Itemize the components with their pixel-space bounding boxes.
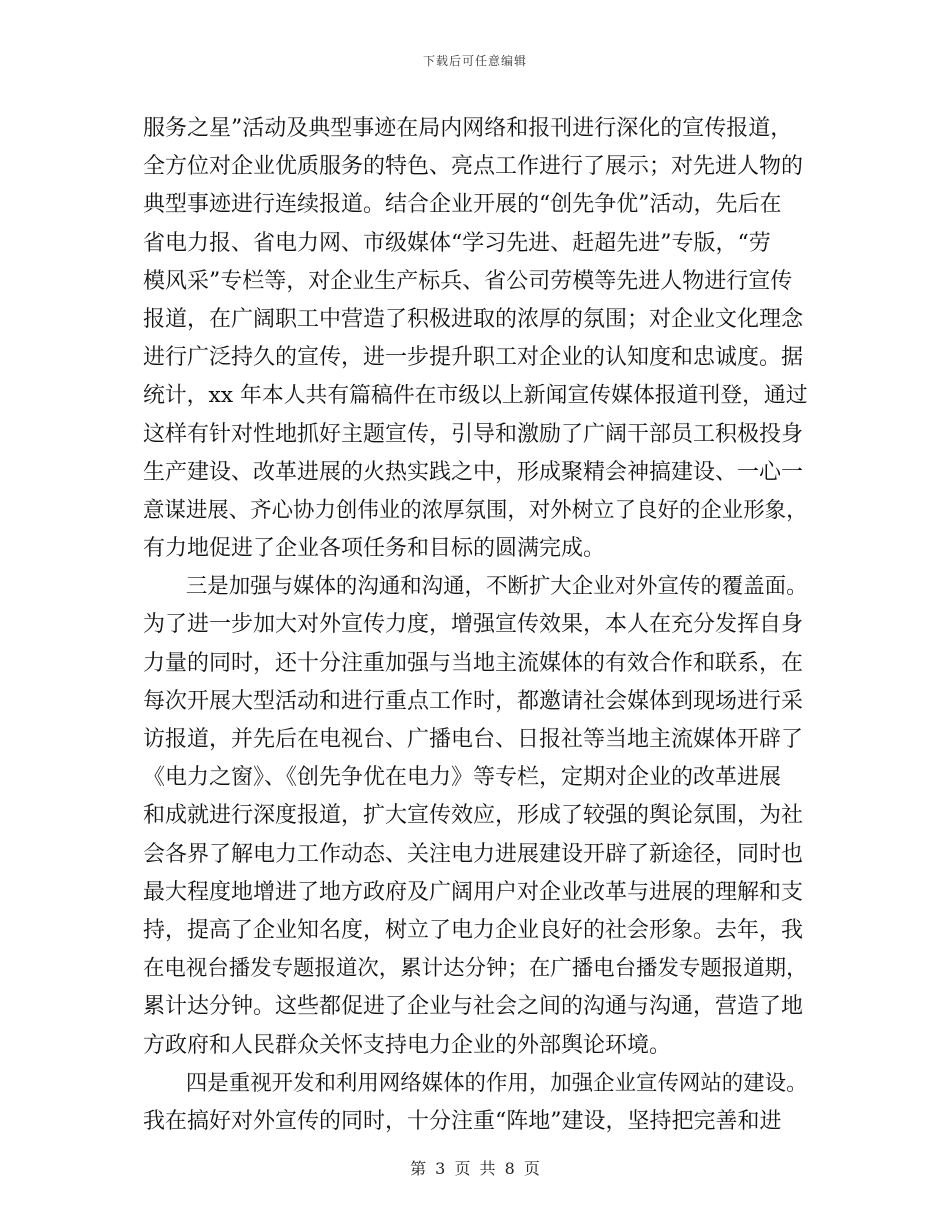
text-line: 在电视台播发专题报道次，累计达分钟；在广播电台播发专题报道期，: [143, 956, 808, 982]
text-line: 《电力之窗》、《创先争优在电力》等专栏，定期对企业的改革进展: [143, 765, 782, 791]
text-line: 最大程度地增进了地方政府及广阔用户对企业改革与进展的理解和支: [143, 879, 804, 905]
text-line: 累计达分钟。这些都促进了企业与社会之间的沟通与沟通，营造了地: [143, 994, 804, 1020]
text-line: 报道，在广阔职工中营造了积极进取的浓厚的氛围；对企业文化理念: [143, 306, 804, 332]
text-line: 方政府和人民群众关怀支持电力企业的外部舆论环境。: [143, 1032, 672, 1058]
text-line: 每次开展大型活动和进行重点工作时，都邀请社会媒体到现场进行采: [143, 688, 804, 714]
paragraph-start-line: 三是加强与媒体的沟通和沟通，不断扩大企业对外宣传的覆盖面。: [143, 574, 808, 600]
text-line: 有力地促进了企业各项任务和目标的圆满完成。: [143, 536, 606, 562]
text-line: 访报道，并先后在电视台、广播电台、日报社等当地主流媒体开辟了: [143, 727, 804, 752]
text-line: 我在搞好对外宣传的同时，十分注重“阵地”建设，坚持把完善和进: [143, 1108, 782, 1134]
text-line: 进行广泛持久的宣传，进一步提升职工对企业的认知度和忠诚度。据: [143, 345, 804, 371]
text-line: 典型事迹进行连续报道。结合企业开展的“创先争优”活动，先后在: [143, 192, 782, 218]
text-line: 这样有针对性地抓好主题宣传，引导和激励了广阔干部员工积极投身: [143, 421, 804, 447]
document-body: [143, 110, 808, 1141]
text-line: 服务之星”活动及典型事迹在局内网络和报刊进行深化的宣传报道，: [143, 116, 793, 141]
page-number: 第 3 页 共 8 页: [410, 1159, 540, 1178]
text-line: 力量的同时，还十分注重加强与当地主流媒体的有效合作和联系，在: [143, 650, 804, 676]
text-line: 省电力报、省电力网、市级媒体“学习先进、赶超先进”专版，“劳: [143, 230, 771, 256]
paragraph-start-line: 四是重视开发和利用网络媒体的作用，加强企业宣传网站的建设。: [143, 1070, 808, 1096]
text-line: 生产建设、改革进展的火热实践之中，形成聚精会神搞建设、一心一: [143, 459, 804, 485]
page-header: 下载后可任意编辑: [422, 54, 527, 68]
text-line: 持，提高了企业知名度，树立了电力企业良好的社会形象。去年，我: [143, 917, 804, 943]
text-line: 统计，xx 年本人共有篇稿件在市级以上新闻宣传媒体报道刊登，通过: [143, 383, 808, 409]
text-line: 会各界了解电力工作动态、关注电力进展建设开辟了新途径，同时也: [143, 841, 804, 867]
text-line: 模风采”专栏等，对企业生产标兵、省公司劳模等先进人物进行宣传: [143, 268, 793, 294]
text-line: 全方位对企业优质服务的特色、亮点工作进行了展示；对先进人物的: [143, 154, 804, 180]
text-line: 意谋进展、齐心协力创伟业的浓厚氛围，对外树立了良好的企业形象，: [143, 497, 808, 523]
text-line: 为了进一步加大对外宣传力度，增强宣传效果，本人在充分发挥自身: [143, 612, 804, 638]
text-line: 和成就进行深度报道，扩大宣传效应，形成了较强的舆论氛围，为社: [143, 803, 804, 829]
